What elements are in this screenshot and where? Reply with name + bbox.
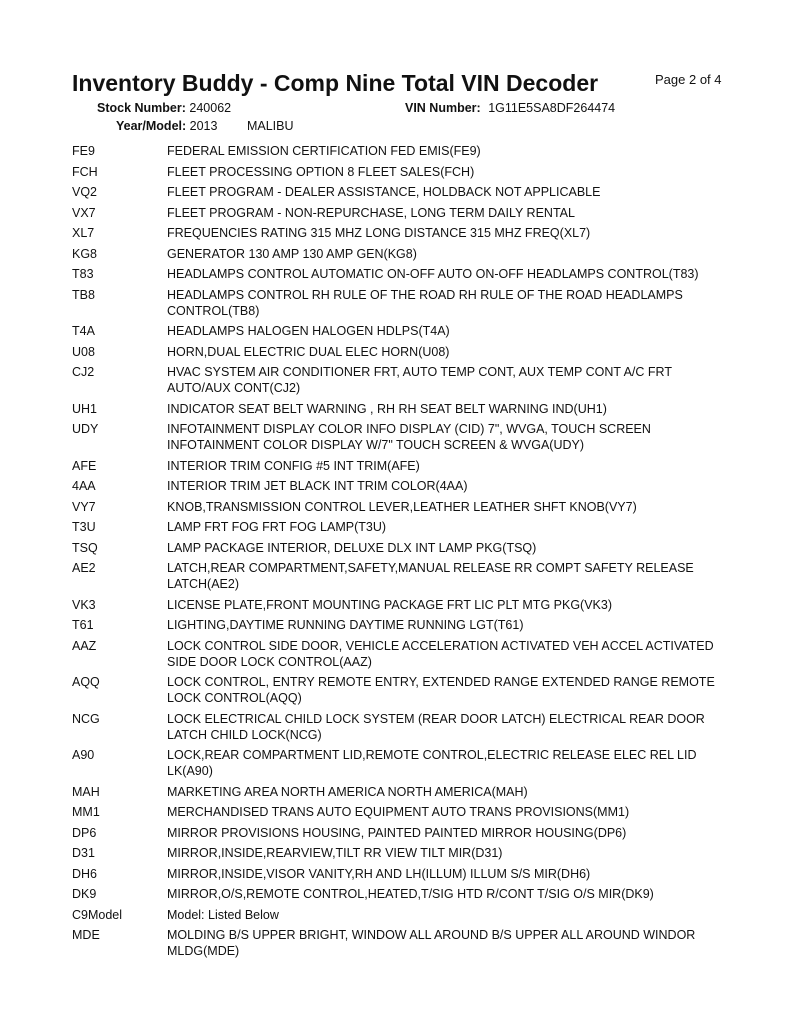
option-description: KNOB,TRANSMISSION CONTROL LEVER,LEATHER LEATHER SHFT KNOB(VY7) xyxy=(167,499,637,514)
option-code: AFE xyxy=(72,458,97,473)
option-code: MM1 xyxy=(72,805,100,819)
option-description: HEADLAMPS CONTROL AUTOMATIC ON-OFF AUTO ON-OFF HEADLAMPS CONTROL(T83) xyxy=(167,267,699,281)
option-code: AAZ xyxy=(72,638,97,653)
option-row xyxy=(72,597,732,613)
option-description: FLEET PROGRAM - DEALER ASSISTANCE, HOLDBACK NOT APPLICABLE xyxy=(167,185,601,199)
option-row xyxy=(72,478,732,494)
option-description: INTERIOR TRIM CONFIG #5 INT TRIM(AFE) xyxy=(167,458,420,473)
option-row xyxy=(72,287,732,319)
option-description: LATCH,REAR COMPARTMENT,SAFETY,MANUAL RELEASE RR COMPT SAFETY RELEASE LATCH(AE2) xyxy=(167,561,694,591)
option-description: Model: Listed Below xyxy=(167,907,279,922)
option-description: MERCHANDISED TRANS AUTO EQUIPMENT AUTO TRANS PROVISIONS(MM1) xyxy=(167,805,630,819)
option-code: XL7 xyxy=(72,226,95,240)
year-value: 2013 xyxy=(189,119,218,133)
option-code: T61 xyxy=(72,618,94,632)
option-code: VX7 xyxy=(72,205,96,220)
option-row xyxy=(72,804,732,820)
year-model-label: Year/Model: xyxy=(116,119,187,133)
option-row xyxy=(72,540,732,556)
vin-number-field xyxy=(405,101,615,115)
option-row xyxy=(72,747,732,779)
option-row xyxy=(72,364,732,396)
option-description: GENERATOR 130 AMP 130 AMP GEN(KG8) xyxy=(167,246,417,261)
option-code: T3U xyxy=(72,520,96,534)
year-model-field xyxy=(116,119,294,133)
option-row xyxy=(72,825,732,841)
option-row xyxy=(72,519,732,535)
option-code: CJ2 xyxy=(72,365,95,379)
option-description: LICENSE PLATE,FRONT MOUNTING PACKAGE FRT LIC PLT MTG PKG(VK3) xyxy=(167,597,612,612)
option-row xyxy=(72,344,732,360)
option-code: NCG xyxy=(72,711,100,726)
option-row xyxy=(72,323,732,339)
option-row xyxy=(72,205,732,221)
page-number: Page 2 of 4 xyxy=(655,72,722,87)
option-code: FE9 xyxy=(72,144,95,158)
option-row xyxy=(72,421,732,453)
vin-number-value: 1G11E5SA8DF264474 xyxy=(488,101,616,115)
option-row xyxy=(72,164,732,180)
option-row xyxy=(72,927,732,959)
option-description: LOCK ELECTRICAL CHILD LOCK SYSTEM (REAR DOOR LATCH) ELECTRICAL REAR DOOR LATCH CHILD LOCK(NCG) xyxy=(167,711,705,742)
option-code: MDE xyxy=(72,928,100,942)
option-row xyxy=(72,499,732,515)
option-description: LAMP FRT FOG FRT FOG LAMP(T3U) xyxy=(167,520,387,534)
option-description: LOCK CONTROL SIDE DOOR, VEHICLE ACCELERATION ACTIVATED VEH ACCEL ACTIVATED SIDE DOOR LOCK CONTROL(AAZ) xyxy=(167,638,714,669)
vin-number-label: VIN Number: xyxy=(405,101,481,115)
option-description: MIRROR,O/S,REMOTE CONTROL,HEATED,T/SIG HTD R/CONT T/SIG O/S MIR(DK9) xyxy=(167,887,654,901)
option-row xyxy=(72,638,732,670)
option-code: T83 xyxy=(72,267,94,281)
option-row xyxy=(72,184,732,200)
option-row xyxy=(72,458,732,474)
option-code: C9Model xyxy=(72,907,123,922)
option-code: UDY xyxy=(72,422,99,436)
option-code: D31 xyxy=(72,846,95,860)
option-code: AQQ xyxy=(72,675,100,689)
option-description: FLEET PROGRAM - NON-REPURCHASE, LONG TERM DAILY RENTAL xyxy=(167,205,575,220)
option-row xyxy=(72,886,732,902)
option-code: T4A xyxy=(72,324,95,338)
option-code: DP6 xyxy=(72,825,97,840)
option-description: MARKETING AREA NORTH AMERICA NORTH AMERICA(MAH) xyxy=(167,784,528,799)
option-row xyxy=(72,674,732,706)
option-row xyxy=(72,866,732,882)
option-row xyxy=(72,617,732,633)
stock-number-value: 240062 xyxy=(189,101,232,115)
option-description: INTERIOR TRIM JET BLACK INT TRIM COLOR(4AA) xyxy=(167,479,468,493)
option-code: DK9 xyxy=(72,887,97,901)
stock-number-field xyxy=(97,101,231,115)
option-row xyxy=(72,784,732,800)
option-row xyxy=(72,143,732,159)
option-row xyxy=(72,907,732,923)
option-row xyxy=(72,711,732,743)
option-row xyxy=(72,266,732,282)
option-description: MIRROR,INSIDE,REARVIEW,TILT RR VIEW TILT MIR(D31) xyxy=(167,846,503,860)
option-code: VY7 xyxy=(72,499,96,514)
option-code: U08 xyxy=(72,344,95,359)
option-code-list xyxy=(72,143,732,964)
stock-number-label: Stock Number: xyxy=(97,101,186,115)
option-row xyxy=(72,845,732,861)
option-code: 4AA xyxy=(72,479,96,493)
option-description: MIRROR PROVISIONS HOUSING, PAINTED PAINTED MIRROR HOUSING(DP6) xyxy=(167,825,627,840)
option-description: HORN,DUAL ELECTRIC DUAL ELEC HORN(U08) xyxy=(167,344,450,359)
option-row xyxy=(72,401,732,417)
option-code: MAH xyxy=(72,784,100,799)
option-description: HEADLAMPS CONTROL RH RULE OF THE ROAD RH RULE OF THE ROAD HEADLAMPS CONTROL(TB8) xyxy=(167,287,683,318)
option-row xyxy=(72,246,732,262)
option-code: FCH xyxy=(72,164,98,179)
option-description: FLEET PROCESSING OPTION 8 FLEET SALES(FCH) xyxy=(167,164,475,179)
option-code: DH6 xyxy=(72,866,98,881)
option-description: LAMP PACKAGE INTERIOR, DELUXE DLX INT LAMP PKG(TSQ) xyxy=(167,540,537,555)
option-code: VQ2 xyxy=(72,185,98,199)
option-description: INFOTAINMENT DISPLAY COLOR INFO DISPLAY (CID) 7", WVGA, TOUCH SCREEN INFOTAINMENT COLOR DISPLAY W/7" TOUCH SCREEN & WVGA(UDY) xyxy=(167,422,651,452)
option-code: AE2 xyxy=(72,561,96,575)
option-code: VK3 xyxy=(72,597,96,612)
option-row xyxy=(72,560,732,592)
option-description: HVAC SYSTEM AIR CONDITIONER FRT, AUTO TEMP CONT, AUX TEMP CONT A/C FRT AUTO/AUX CONT(CJ2) xyxy=(167,365,672,395)
option-description: HEADLAMPS HALOGEN HALOGEN HDLPS(T4A) xyxy=(167,324,450,338)
model-value: MALIBU xyxy=(246,119,294,133)
option-code: TSQ xyxy=(72,540,98,555)
option-row xyxy=(72,225,732,241)
option-code: TB8 xyxy=(72,287,95,302)
option-code: A90 xyxy=(72,748,95,762)
option-description: FEDERAL EMISSION CERTIFICATION FED EMIS(FE9) xyxy=(167,144,481,158)
option-code: UH1 xyxy=(72,401,98,416)
option-description: LOCK CONTROL, ENTRY REMOTE ENTRY, EXTENDED RANGE EXTENDED RANGE REMOTE LOCK CONTROL(AQQ) xyxy=(167,675,715,705)
option-code: KG8 xyxy=(72,246,98,261)
option-description: FREQUENCIES RATING 315 MHZ LONG DISTANCE 315 MHZ FREQ(XL7) xyxy=(167,226,591,240)
option-description: MIRROR,INSIDE,VISOR VANITY,RH AND LH(ILLUM) ILLUM S/S MIR(DH6) xyxy=(167,866,591,881)
page-title: Inventory Buddy - Comp Nine Total VIN Decoder xyxy=(72,70,599,96)
option-description: LOCK,REAR COMPARTMENT LID,REMOTE CONTROL,ELECTRIC RELEASE ELEC REL LID LK(A90) xyxy=(167,748,697,778)
option-description: MOLDING B/S UPPER BRIGHT, WINDOW ALL AROUND B/S UPPER ALL AROUND WINDOR MLDG(MDE) xyxy=(167,928,696,958)
option-description: INDICATOR SEAT BELT WARNING , RH RH SEAT BELT WARNING IND(UH1) xyxy=(167,401,607,416)
option-description: LIGHTING,DAYTIME RUNNING DAYTIME RUNNING LGT(T61) xyxy=(167,618,524,632)
